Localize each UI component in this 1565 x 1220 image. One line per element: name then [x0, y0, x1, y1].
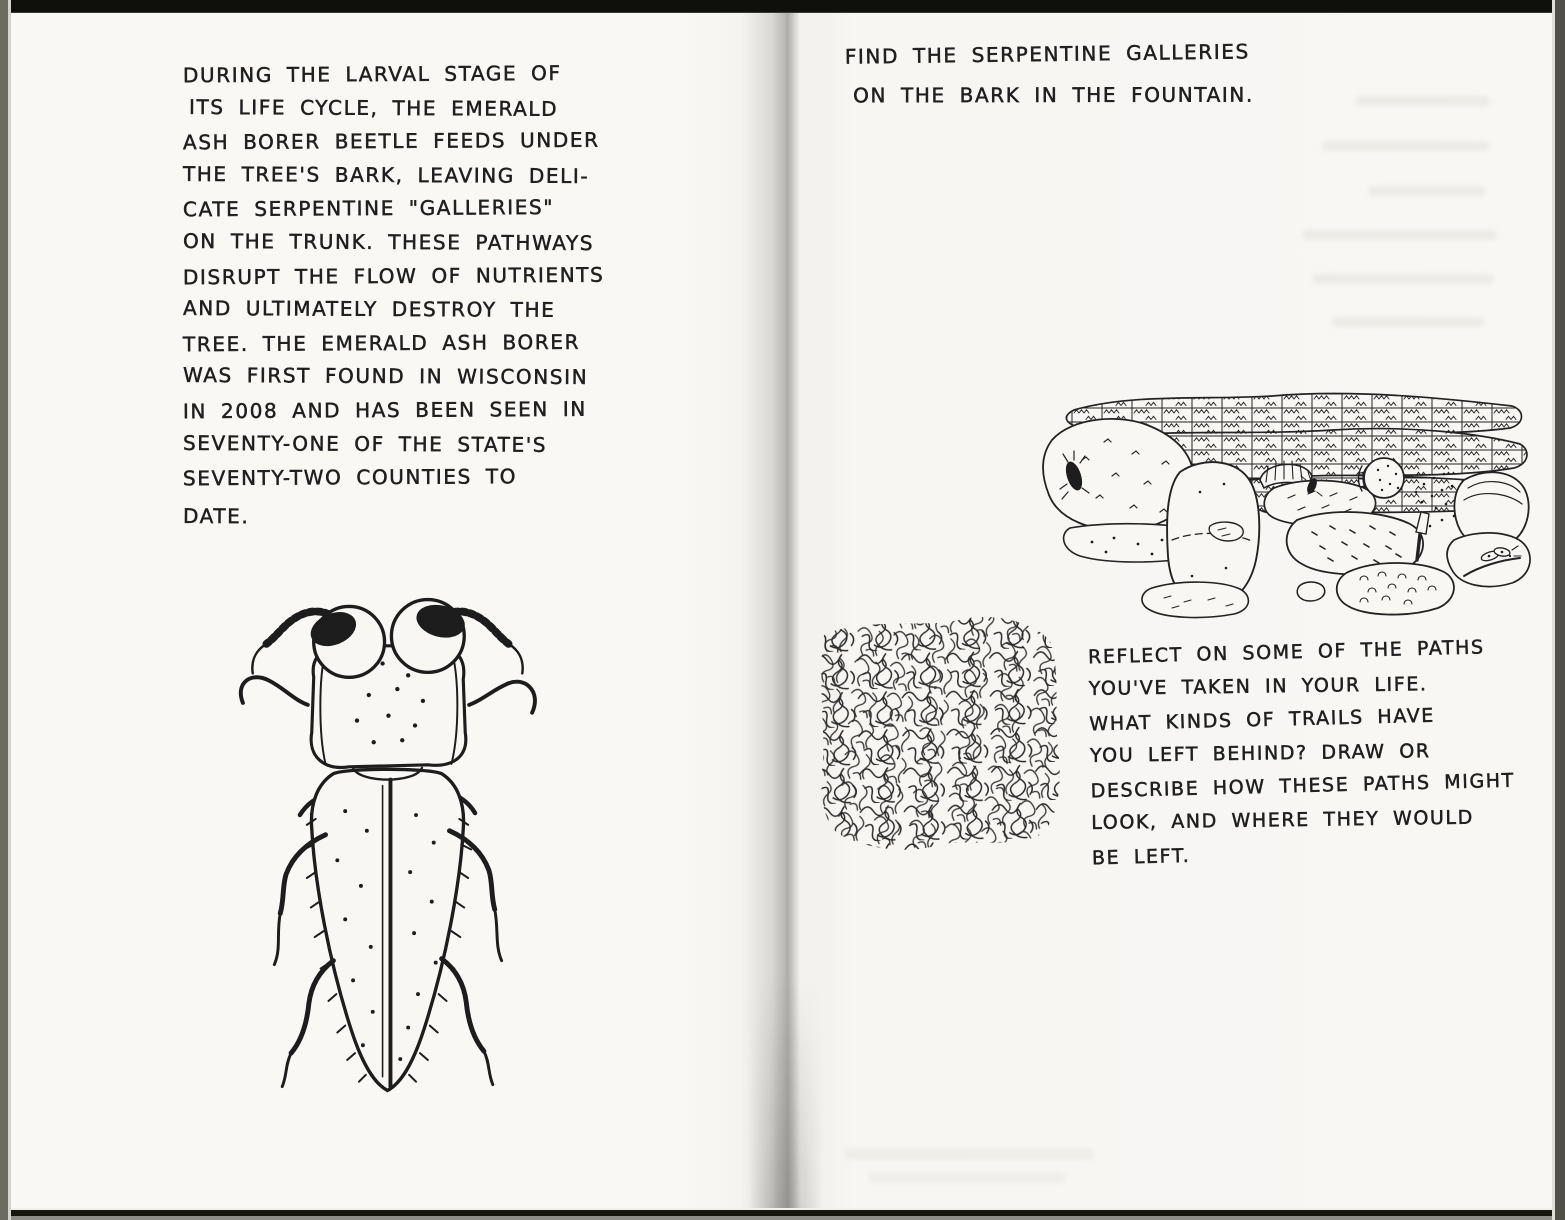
- scan-border-right: [1552, 0, 1565, 1220]
- show-through-mark: [1312, 274, 1494, 284]
- prompt-line: FIND THE SERPENTINE GALLERIES: [844, 39, 1250, 69]
- serpentine-gallery-illustration: [810, 610, 1064, 858]
- paragraph-line: WAS FIRST FOUND IN WISCONSIN: [182, 363, 589, 390]
- paragraph-line: DATE.: [182, 503, 250, 528]
- show-through-mark: [1332, 317, 1484, 327]
- paragraph-line: ASH BORER BEETLE FEEDS UNDER: [182, 127, 600, 155]
- paragraph-line: TREE. THE EMERALD ASH BORER: [182, 329, 581, 357]
- beetle-illustration: [235, 585, 540, 1110]
- paragraph-line: IN 2008 AND HAS BEEN SEEN IN: [182, 396, 587, 424]
- show-through-mark: [845, 1148, 1095, 1160]
- reflection-line: REFLECT ON SOME OF THE PATHS: [1087, 636, 1485, 669]
- scan-border-bottom: [0, 1208, 1565, 1220]
- show-through-mark: [1322, 141, 1490, 151]
- paragraph-line: THE TREE'S BARK, LEAVING DELI-: [182, 161, 590, 188]
- paragraph-line: ON THE TRUNK. THESE PATHWAYS: [182, 228, 595, 256]
- show-through-mark: [1302, 230, 1497, 240]
- paragraph-line: ITS LIFE CYCLE, THE EMERALD: [188, 94, 559, 121]
- reflection-line: YOU'VE TAKEN IN YOUR LIFE.: [1088, 672, 1428, 700]
- paragraph-line: SEVENTY-ONE OF THE STATE'S: [182, 430, 548, 457]
- reflection-line: DESCRIBE HOW THESE PATHS MIGHT: [1090, 769, 1516, 803]
- reflection-line: LOOK, AND WHERE THEY WOULD: [1091, 806, 1474, 834]
- left-page-paragraph: [183, 58, 604, 535]
- scan-border-left: [0, 0, 11, 1220]
- paragraph-line: DISRUPT THE FLOW OF NUTRIENTS: [182, 262, 605, 289]
- paragraph-line: AND ULTIMATELY DESTROY THE: [182, 296, 556, 323]
- paragraph-line: CATE SERPENTINE "GALLERIES": [182, 195, 555, 222]
- show-through-mark: [1355, 96, 1490, 106]
- reflection-prompt: [1088, 632, 1517, 875]
- reflection-line: BE LEFT.: [1091, 844, 1191, 870]
- prompt-line: ON THE BARK IN THE FOUNTAIN.: [853, 82, 1254, 108]
- scan-border-top: [0, 0, 1565, 13]
- reflection-line: WHAT KINDS OF TRAILS HAVE: [1089, 704, 1436, 736]
- reflection-line: YOU LEFT BEHIND? DRAW OR: [1089, 739, 1431, 767]
- show-through-mark: [1368, 186, 1486, 196]
- bark-fountain-illustration: [1012, 380, 1532, 620]
- paragraph-line: SEVENTY-TWO COUNTIES TO: [182, 464, 518, 491]
- activity-prompt: [845, 33, 1254, 118]
- gutter-shadow-bottom: [748, 980, 824, 1220]
- show-through-mark: [868, 1172, 1066, 1183]
- paragraph-line: DURING THE LARVAL STAGE OF: [182, 60, 562, 88]
